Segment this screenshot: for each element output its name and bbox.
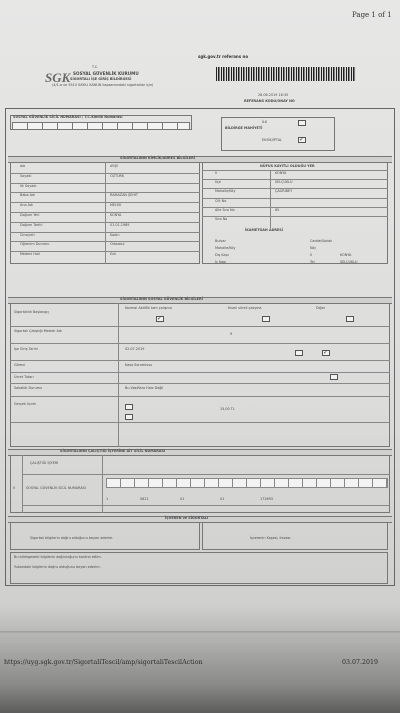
employer-title: SİGORTALININ ÇALIŞTIĞI İŞYERİNE AİT SİCİL NUMARASI: [60, 449, 166, 453]
status-opt2-checkbox[interactable]: [298, 137, 306, 143]
status-opt1-checkbox[interactable]: [298, 120, 306, 126]
identity-label: Ana Adı: [20, 203, 33, 208]
identity-label: Baba Adı: [20, 193, 36, 198]
address-label: Köy: [310, 246, 317, 250]
ins-r2-code: 9: [230, 332, 233, 336]
ins-r6-label: Sakatlık Durumu: [14, 386, 43, 390]
status-box: [221, 117, 335, 151]
ins-r1-opt3-checkbox[interactable]: [346, 316, 354, 322]
employer-value: 1: [106, 497, 109, 501]
ins-r3-checkbox-b[interactable]: [322, 350, 330, 356]
header-ref: REFERANS KODU/ONAY NO: [244, 99, 295, 103]
barcode: [216, 67, 356, 81]
identity-label: Öğrenim Durumu: [20, 242, 50, 247]
ins-r3-value: 02.07.2019: [125, 347, 145, 351]
address-title: İKAMETGAH ADRESİ: [245, 228, 284, 232]
identity-label: Soyadı: [20, 173, 32, 178]
ins-r2-label: Sigortalı Çalıştığı Meslek Adı: [14, 329, 62, 333]
nufus-label: Cilt No: [215, 198, 227, 203]
header-line4: (4/1-a ve 5510 SAYILI KANUN kapsamındaki sigortalılar için): [52, 83, 154, 87]
identity-label: İlk Soyadı: [20, 183, 37, 188]
nufus-value: KONYA: [275, 171, 287, 175]
nufus-value: 85: [275, 207, 280, 212]
status-label: BİLDİRGE MAHİYETİ: [225, 126, 263, 130]
employer-value: 5621: [140, 497, 149, 501]
ins-r5-checkbox[interactable]: [330, 374, 338, 380]
address-label: Tel: [310, 260, 315, 264]
employer-line1: ÇALIŞTIĞI İŞYERİ: [30, 461, 59, 465]
employer-value: 01: [220, 497, 225, 501]
nufus-value: SELÇUKLU: [275, 180, 293, 185]
identity-value: Kadın: [110, 232, 120, 237]
nufus-label: İlçe: [215, 180, 221, 185]
ins-r1-opt2: Kısmi süreli çalışma: [228, 306, 262, 310]
status-opt1: İLK: [262, 120, 268, 124]
nufus-label: Aile Sıra No: [215, 207, 235, 212]
identity-value: RAMAZAN ŞEHİT: [110, 193, 138, 198]
identity-title: SİGORTALININ KİMLİK/ADRES BİLGİLERİ: [120, 156, 195, 160]
address-label: Cadde/Sokak: [310, 239, 333, 243]
nufus-label: Sıra No: [215, 217, 228, 221]
ins-r1-opt2-checkbox[interactable]: [262, 316, 270, 322]
header-date: 28.06.2019 16:35: [258, 93, 289, 97]
identity-label: Doğum Yeri: [20, 213, 40, 217]
identity-value: KONYA: [110, 213, 122, 217]
ins-r7-checkbox-b[interactable]: [125, 414, 133, 420]
identity-label: Doğum Tarihi: [20, 222, 43, 227]
header-line2: SOSYAL GÜVENLİK KURUMU: [73, 71, 139, 76]
employer-value: 01: [180, 497, 185, 501]
ssn-digits: [12, 122, 190, 130]
identity-value: Evli: [110, 252, 117, 257]
identity-label: Adı: [20, 164, 26, 168]
page-url[interactable]: https://uyg.sgk.gov.tr/SigortaliTescil/amp/sigortaliTescilAction: [4, 659, 203, 666]
header-line3: SİGORTALI İŞE GİRİŞ BİLDİRGESİ: [70, 77, 132, 81]
footer-right: İşverenin Kaşesi, İmzası: [250, 536, 291, 540]
ins-r4-value: Kasa Sorumlusu: [125, 363, 153, 367]
insurance-title: SİGORTALININ SOSYAL GÜVENLİK BİLGİLERİ: [120, 297, 203, 301]
sgk-logo: SGK: [45, 70, 71, 85]
footer-note1: Bu bildirgedeki bilgilerin doğruluğunu kontrol ettim.: [14, 555, 102, 559]
identity-label: Medeni Hali: [20, 252, 40, 257]
ins-r3-label: İşe Giriş Tarihi: [14, 347, 38, 351]
ins-r4-label: Görevi: [14, 363, 26, 367]
ins-r5-label: Ücret Tutarı: [14, 375, 34, 379]
address-label: İl: [310, 253, 312, 257]
ins-r7-label: Gerçek ücret: [14, 402, 36, 406]
ins-r1-label: Sigortalılık Başlangıç: [14, 310, 50, 314]
ins-r1-opt1: Normal Aktiflik tam çalışma: [125, 306, 172, 310]
ins-r7-value: 15,00 TL: [220, 407, 235, 411]
nufus-label: İl: [215, 171, 217, 175]
employer-value: 172693: [260, 497, 273, 501]
address-label: Bulvar: [215, 239, 226, 243]
identity-value: 01.01.1989: [110, 222, 130, 227]
nufus-title: NÜFUS KAYITLI OLDUĞU YER: [260, 164, 315, 168]
ins-r6-value: Bu Vasıflara Haiz Değil: [125, 386, 164, 390]
address-label: İç Kapı: [215, 260, 227, 264]
nufus-label: Mahalle/Köy: [215, 189, 236, 194]
address-district: SELÇUKLU: [340, 260, 358, 264]
footer-right-box: [202, 522, 388, 550]
identity-label: Cinsiyeti: [20, 232, 35, 237]
footer-left: Sigortalı bilgilerin doğru olduğunu beyan ederim.: [30, 536, 114, 540]
ins-r1-opt1-checkbox[interactable]: [156, 316, 164, 322]
address-label: Dış Kapı: [215, 253, 229, 257]
identity-value: AYŞE: [110, 164, 119, 168]
ref-label: sgk.gov.tr referans no: [198, 54, 249, 59]
page-date: 03.07.2019: [342, 659, 379, 666]
identity-value: Ortaokul: [110, 242, 125, 247]
address-city: KONYA: [340, 253, 352, 257]
footer-note2: Yukarıdaki bilgilerin doğru olduğunu beyan ederim.: [14, 565, 101, 569]
ins-r7-checkbox-a[interactable]: [125, 404, 133, 410]
page-counter: Page 1 of 1: [352, 11, 392, 19]
employer-digit-grid: [106, 478, 388, 488]
employer-line2: SOSYAL GÜVENLİK SİCİL NUMARASI: [26, 486, 86, 490]
ssn-title: SOSYAL GÜVENLİK SİCİL NUMARASI / T.C.Kimlik Numarası: [13, 115, 123, 119]
employer-code: 0: [13, 486, 16, 490]
identity-value: ÖZTÜRK: [110, 173, 125, 178]
header-line1: T.C.: [92, 65, 99, 69]
footer-title: İŞVEREN ve SİGORTALI: [165, 516, 209, 520]
ins-r3-checkbox-a[interactable]: [295, 350, 303, 356]
identity-value: MELEK: [110, 203, 122, 208]
nufus-value: ÇAĞRIBEY: [275, 189, 293, 194]
ins-r1-opt3: Diğer: [316, 306, 326, 310]
status-opt2: EKSİK/İPTAL: [262, 138, 282, 142]
address-label: Mahalle/Köy: [215, 246, 236, 250]
